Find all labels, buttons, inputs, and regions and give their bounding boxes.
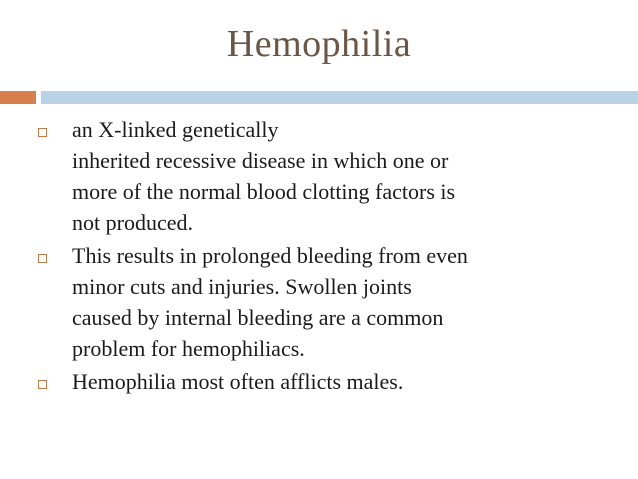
bullet-line: caused by internal bleeding are a common	[72, 305, 444, 330]
bullet-list	[38, 114, 613, 399]
bullet-line: not produced.	[72, 210, 193, 235]
slide-title: Hemophilia	[226, 23, 412, 65]
bullet-line: problem for hemophiliacs.	[72, 336, 305, 361]
square-bullet-icon	[38, 128, 47, 137]
bullet-line: more of the normal blood clotting factors is	[72, 179, 456, 204]
bullet-line: an X-linked genetically	[72, 117, 279, 142]
bullet-line: This results in prolonged bleeding from even	[72, 243, 468, 268]
bullet-line: inherited recessive disease in which one or	[72, 148, 449, 173]
bullet-line: minor cuts and injuries. Swollen joints	[72, 274, 412, 299]
square-bullet-icon	[38, 254, 47, 263]
title-accent-bar	[0, 91, 36, 104]
bullet-item	[38, 114, 613, 238]
title-divider-bar	[41, 91, 638, 104]
bullet-item	[38, 240, 613, 364]
bullet-item	[38, 366, 613, 397]
square-bullet-icon	[38, 380, 47, 389]
bullet-line: Hemophilia most often afflicts males.	[72, 369, 404, 394]
